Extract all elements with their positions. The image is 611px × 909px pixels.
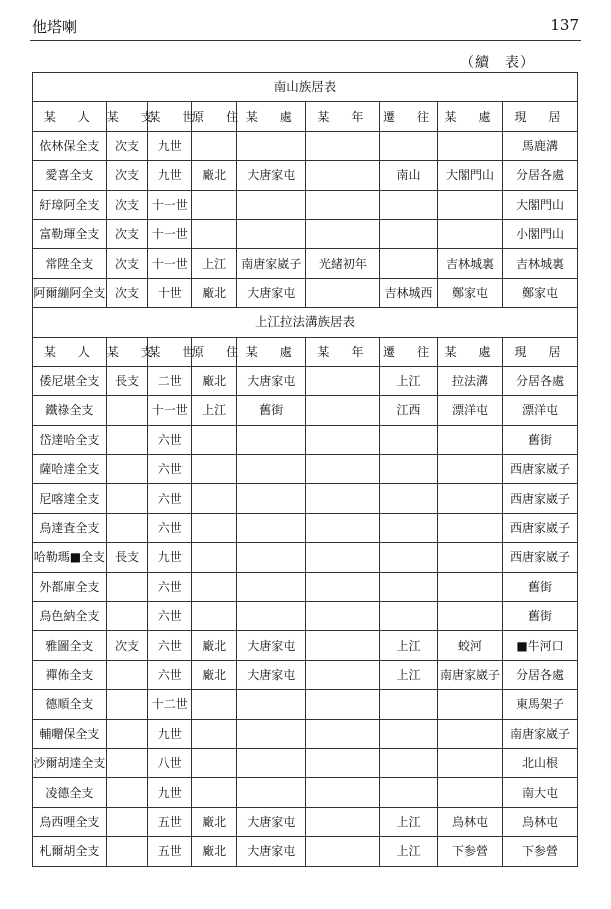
table-row	[33, 484, 578, 513]
column-header-person: 某 人	[33, 337, 107, 366]
header-rule	[30, 40, 581, 41]
cell-origin-place	[237, 219, 306, 248]
cell-generation: 九世	[148, 161, 192, 190]
cell-origin-place: 大唐家屯	[237, 161, 306, 190]
cell-moved-to: 上江	[380, 631, 438, 660]
cell-person: 常陞全支	[33, 249, 107, 278]
table-row	[33, 396, 578, 425]
cell-branch	[106, 719, 148, 748]
section-title-row	[33, 308, 578, 337]
column-header-origin: 原 住	[192, 337, 237, 366]
cell-branch	[106, 778, 148, 807]
cell-person: 札爾胡全支	[33, 837, 107, 866]
table-row	[33, 837, 578, 866]
cell-destination-place: 吉林城裏	[437, 249, 502, 278]
column-header-current-residence: 現 居	[503, 102, 578, 131]
cell-current-residence: 東馬架子	[503, 690, 578, 719]
cell-origin-place	[237, 543, 306, 572]
cell-year	[306, 631, 380, 660]
cell-origin: 上江	[192, 249, 237, 278]
cell-person: 薩哈達全支	[33, 455, 107, 484]
cell-year	[306, 660, 380, 689]
column-header-person: 某 人	[33, 102, 107, 131]
cell-moved-to	[380, 602, 438, 631]
cell-origin-place: 大唐家屯	[237, 278, 306, 307]
table-row	[33, 249, 578, 278]
column-header-moved-to: 遷 往	[380, 102, 438, 131]
cell-origin	[192, 484, 237, 513]
cell-origin	[192, 778, 237, 807]
cell-branch	[106, 455, 148, 484]
cell-origin-place	[237, 572, 306, 601]
cell-generation: 九世	[148, 543, 192, 572]
cell-destination-place	[437, 719, 502, 748]
cell-origin: 廠北	[192, 278, 237, 307]
cell-origin-place	[237, 131, 306, 160]
column-header-branch: 某 支	[106, 337, 148, 366]
column-header-current-residence: 現 居	[503, 337, 578, 366]
cell-origin: 廠北	[192, 837, 237, 866]
table-row	[33, 278, 578, 307]
cell-destination-place	[437, 131, 502, 160]
table-row	[33, 425, 578, 454]
cell-origin-place	[237, 778, 306, 807]
cell-destination-place	[437, 219, 502, 248]
cell-origin: 廠北	[192, 161, 237, 190]
cell-origin-place	[237, 484, 306, 513]
cell-origin	[192, 190, 237, 219]
cell-origin	[192, 748, 237, 777]
cell-origin	[192, 425, 237, 454]
cell-generation: 六世	[148, 660, 192, 689]
cell-person: 沙爾胡達全支	[33, 748, 107, 777]
cell-person: 依林保全支	[33, 131, 107, 160]
column-header-generation: 某 世	[148, 102, 192, 131]
cell-year	[306, 219, 380, 248]
cell-moved-to	[380, 719, 438, 748]
cell-generation: 十一世	[148, 219, 192, 248]
cell-generation: 十二世	[148, 690, 192, 719]
cell-moved-to	[380, 249, 438, 278]
cell-branch	[106, 484, 148, 513]
table-row	[33, 778, 578, 807]
cell-generation: 九世	[148, 131, 192, 160]
cell-current-residence: 分居各處	[503, 161, 578, 190]
cell-generation: 六世	[148, 602, 192, 631]
cell-branch	[106, 837, 148, 866]
column-header-destination-place: 某 處	[437, 337, 502, 366]
cell-destination-place: 南唐家崴子	[437, 660, 502, 689]
cell-current-residence: 舊街	[503, 572, 578, 601]
cell-destination-place	[437, 572, 502, 601]
cell-moved-to	[380, 131, 438, 160]
column-header-row	[33, 102, 578, 131]
cell-origin-place	[237, 602, 306, 631]
cell-origin	[192, 455, 237, 484]
cell-year	[306, 190, 380, 219]
cell-origin-place: 大唐家屯	[237, 837, 306, 866]
cell-current-residence: 西唐家崴子	[503, 513, 578, 542]
table-row	[33, 719, 578, 748]
cell-origin: 廠北	[192, 807, 237, 836]
cell-generation: 五世	[148, 807, 192, 836]
cell-moved-to: 上江	[380, 837, 438, 866]
table-row	[33, 748, 578, 777]
cell-current-residence: 舊街	[503, 425, 578, 454]
cell-branch	[106, 807, 148, 836]
cell-person: 富勒琿全支	[33, 219, 107, 248]
cell-year	[306, 572, 380, 601]
cell-moved-to	[380, 778, 438, 807]
cell-branch: 次支	[106, 161, 148, 190]
cell-current-residence: 下参營	[503, 837, 578, 866]
cell-moved-to	[380, 748, 438, 777]
page-header	[30, 10, 581, 40]
running-title: 他塔喇	[32, 18, 78, 36]
cell-current-residence: 分居各處	[503, 366, 578, 395]
table-row	[33, 690, 578, 719]
cell-year	[306, 543, 380, 572]
table-row	[33, 455, 578, 484]
cell-current-residence: 西唐家崴子	[503, 484, 578, 513]
column-header-year: 某 年	[306, 102, 380, 131]
cell-person: 禪佈全支	[33, 660, 107, 689]
cell-year	[306, 778, 380, 807]
table-row	[33, 807, 578, 836]
cell-generation: 八世	[148, 748, 192, 777]
cell-person: 德順全支	[33, 690, 107, 719]
cell-destination-place	[437, 455, 502, 484]
cell-current-residence: 西唐家崴子	[503, 543, 578, 572]
cell-origin: 上江	[192, 396, 237, 425]
cell-branch	[106, 660, 148, 689]
table-row	[33, 631, 578, 660]
table-row	[33, 161, 578, 190]
cell-current-residence: 小閣門山	[503, 219, 578, 248]
cell-destination-place: 蛟河	[437, 631, 502, 660]
cell-year	[306, 396, 380, 425]
cell-destination-place: 烏林屯	[437, 807, 502, 836]
section-title: 南山族居表	[33, 73, 578, 102]
cell-current-residence: 鄭家屯	[503, 278, 578, 307]
cell-person: 烏西哩全支	[33, 807, 107, 836]
cell-origin-place	[237, 455, 306, 484]
cell-moved-to: 吉林城西	[380, 278, 438, 307]
cell-year	[306, 131, 380, 160]
cell-destination-place: 大閣門山	[437, 161, 502, 190]
column-header-row	[33, 337, 578, 366]
cell-moved-to	[380, 572, 438, 601]
cell-destination-place	[437, 513, 502, 542]
column-header-destination-place: 某 處	[437, 102, 502, 131]
cell-year: 光緒初年	[306, 249, 380, 278]
cell-current-residence: ■牛河口	[503, 631, 578, 660]
section-title-row	[33, 73, 578, 102]
column-header-moved-to: 遷 往	[380, 337, 438, 366]
table-row	[33, 366, 578, 395]
table-row	[33, 513, 578, 542]
cell-moved-to	[380, 190, 438, 219]
cell-generation: 六世	[148, 455, 192, 484]
cell-destination-place	[437, 543, 502, 572]
cell-current-residence: 大閣門山	[503, 190, 578, 219]
cell-destination-place	[437, 425, 502, 454]
cell-year	[306, 719, 380, 748]
cell-origin-place: 南唐家崴子	[237, 249, 306, 278]
cell-year	[306, 602, 380, 631]
table-body	[33, 73, 578, 867]
cell-generation: 九世	[148, 778, 192, 807]
cell-branch	[106, 396, 148, 425]
cell-branch: 次支	[106, 219, 148, 248]
cell-generation: 十一世	[148, 190, 192, 219]
page-number: 137	[550, 16, 579, 34]
cell-branch	[106, 602, 148, 631]
cell-current-residence: 南大屯	[503, 778, 578, 807]
continued-label: （續 表）	[460, 55, 535, 71]
cell-origin	[192, 572, 237, 601]
cell-branch: 次支	[106, 249, 148, 278]
cell-person: 阿爾繃阿全支	[33, 278, 107, 307]
cell-person: 烏達査全支	[33, 513, 107, 542]
cell-moved-to: 江西	[380, 396, 438, 425]
cell-destination-place: 拉法溝	[437, 366, 502, 395]
cell-destination-place	[437, 190, 502, 219]
cell-branch	[106, 748, 148, 777]
cell-current-residence: 吉林城裏	[503, 249, 578, 278]
cell-person: 凌德全支	[33, 778, 107, 807]
cell-year	[306, 690, 380, 719]
cell-year	[306, 366, 380, 395]
cell-branch	[106, 690, 148, 719]
cell-branch: 長支	[106, 543, 148, 572]
residence-table	[32, 72, 578, 867]
cell-origin-place: 大唐家屯	[237, 660, 306, 689]
cell-generation: 九世	[148, 719, 192, 748]
cell-person: 紆璋阿全支	[33, 190, 107, 219]
cell-destination-place: 漂洋屯	[437, 396, 502, 425]
cell-year	[306, 425, 380, 454]
cell-generation: 二世	[148, 366, 192, 395]
cell-current-residence: 北山根	[503, 748, 578, 777]
cell-moved-to	[380, 219, 438, 248]
cell-current-residence: 舊街	[503, 602, 578, 631]
cell-year	[306, 513, 380, 542]
section-title: 上江拉法溝族居表	[33, 308, 578, 337]
cell-moved-to: 南山	[380, 161, 438, 190]
cell-destination-place	[437, 748, 502, 777]
cell-current-residence: 馬鹿溝	[503, 131, 578, 160]
cell-year	[306, 807, 380, 836]
cell-person: 輔囎保全支	[33, 719, 107, 748]
cell-person: 雅圖全支	[33, 631, 107, 660]
column-header-branch: 某 支	[106, 102, 148, 131]
table-row	[33, 190, 578, 219]
column-header-origin-place: 某 處	[237, 337, 306, 366]
cell-person: 鐵祿全支	[33, 396, 107, 425]
table-row	[33, 660, 578, 689]
cell-current-residence: 西唐家崴子	[503, 455, 578, 484]
cell-moved-to	[380, 455, 438, 484]
cell-year	[306, 161, 380, 190]
column-header-generation: 某 世	[148, 337, 192, 366]
cell-year	[306, 748, 380, 777]
table-row	[33, 602, 578, 631]
column-header-origin: 原 住	[192, 102, 237, 131]
cell-person: 烏色納全支	[33, 602, 107, 631]
cell-year	[306, 484, 380, 513]
cell-person: 哈勒瑪■全支	[33, 543, 107, 572]
cell-origin-place	[237, 190, 306, 219]
cell-origin	[192, 131, 237, 160]
cell-origin	[192, 690, 237, 719]
cell-origin-place: 舊街	[237, 396, 306, 425]
cell-origin-place: 大唐家屯	[237, 631, 306, 660]
cell-moved-to: 上江	[380, 807, 438, 836]
cell-branch	[106, 425, 148, 454]
cell-generation: 十一世	[148, 249, 192, 278]
table-row	[33, 131, 578, 160]
cell-destination-place: 下参營	[437, 837, 502, 866]
cell-origin	[192, 602, 237, 631]
cell-generation: 五世	[148, 837, 192, 866]
cell-generation: 六世	[148, 631, 192, 660]
cell-origin	[192, 513, 237, 542]
cell-origin-place	[237, 690, 306, 719]
cell-origin: 廠北	[192, 631, 237, 660]
cell-current-residence: 漂洋屯	[503, 396, 578, 425]
cell-origin-place	[237, 719, 306, 748]
cell-branch: 次支	[106, 190, 148, 219]
cell-moved-to	[380, 484, 438, 513]
cell-branch: 次支	[106, 278, 148, 307]
cell-generation: 十一世	[148, 396, 192, 425]
cell-year	[306, 278, 380, 307]
cell-origin: 廠北	[192, 366, 237, 395]
table-row	[33, 543, 578, 572]
cell-year	[306, 837, 380, 866]
cell-current-residence: 分居各處	[503, 660, 578, 689]
cell-moved-to	[380, 543, 438, 572]
column-header-year: 某 年	[306, 337, 380, 366]
cell-current-residence: 南唐家崴子	[503, 719, 578, 748]
cell-origin	[192, 719, 237, 748]
cell-origin	[192, 219, 237, 248]
cell-current-residence: 烏林屯	[503, 807, 578, 836]
cell-destination-place	[437, 778, 502, 807]
cell-moved-to	[380, 690, 438, 719]
cell-origin-place: 大唐家屯	[237, 366, 306, 395]
cell-person: 倭尼堪全支	[33, 366, 107, 395]
cell-year	[306, 455, 380, 484]
cell-origin-place	[237, 748, 306, 777]
cell-generation: 六世	[148, 513, 192, 542]
column-header-origin-place: 某 處	[237, 102, 306, 131]
cell-generation: 六世	[148, 484, 192, 513]
cell-destination-place	[437, 690, 502, 719]
cell-generation: 六世	[148, 425, 192, 454]
cell-moved-to: 上江	[380, 660, 438, 689]
cell-person: 岱達哈全支	[33, 425, 107, 454]
cell-person: 外都庫全支	[33, 572, 107, 601]
table-row	[33, 219, 578, 248]
cell-branch: 次支	[106, 631, 148, 660]
cell-destination-place	[437, 484, 502, 513]
cell-branch	[106, 572, 148, 601]
cell-person: 尼喀達全支	[33, 484, 107, 513]
cell-destination-place	[437, 602, 502, 631]
table-row	[33, 572, 578, 601]
cell-branch: 長支	[106, 366, 148, 395]
cell-origin	[192, 543, 237, 572]
cell-branch: 次支	[106, 131, 148, 160]
cell-origin-place	[237, 425, 306, 454]
cell-origin-place: 大唐家屯	[237, 807, 306, 836]
cell-moved-to	[380, 425, 438, 454]
cell-moved-to	[380, 513, 438, 542]
cell-origin: 廠北	[192, 660, 237, 689]
cell-branch	[106, 513, 148, 542]
cell-generation: 十世	[148, 278, 192, 307]
cell-person: 愛喜全支	[33, 161, 107, 190]
cell-origin-place	[237, 513, 306, 542]
cell-generation: 六世	[148, 572, 192, 601]
cell-destination-place: 鄭家屯	[437, 278, 502, 307]
cell-moved-to: 上江	[380, 366, 438, 395]
